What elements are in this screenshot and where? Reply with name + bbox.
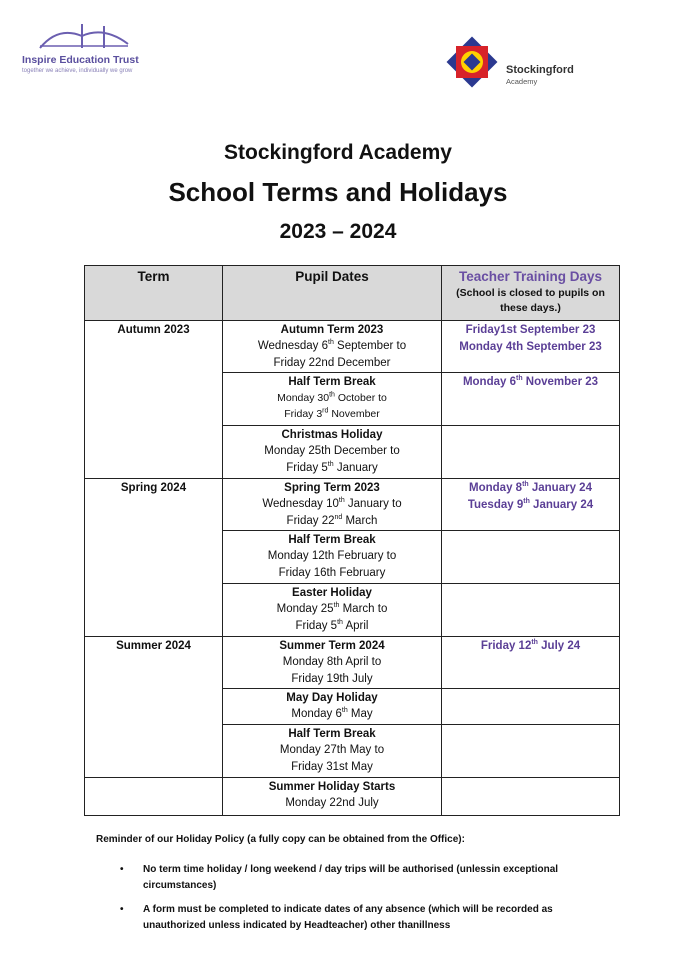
training-days-cell: [442, 778, 620, 816]
school-name-heading: Stockingford Academy: [224, 141, 452, 164]
term-dates-table: [84, 265, 620, 816]
period-title: Christmas Holiday: [281, 429, 383, 441]
table-row: [85, 479, 620, 531]
period-title: May Day Holiday: [286, 692, 378, 704]
training-day: Tuesday 9th January 24: [467, 498, 594, 511]
bullet-icon: •: [120, 864, 124, 875]
period-dates: Friday 22nd March: [286, 514, 378, 527]
training-days-cell: [442, 531, 620, 584]
period-dates: Monday 25th December to: [264, 445, 400, 457]
term-cell: [85, 778, 223, 816]
period-dates: Monday 6th May: [291, 707, 373, 720]
policy-bullet: A form must be completed to indicate dates of any absence (which will be recorded as unauthorized unless indicated by Headteacher) other thanillness: [143, 904, 553, 931]
period-dates: Friday 5th April: [295, 619, 369, 632]
term-cell: [85, 637, 223, 778]
header-teacher-training: [442, 266, 620, 321]
period-title: Half Term Break: [288, 728, 376, 740]
term-cell: [85, 321, 223, 479]
page-title: School Terms and Holidays: [168, 177, 508, 207]
inspire-education-trust-logo: [20, 22, 150, 82]
training-day: Friday1st September 23: [465, 324, 596, 336]
period-title: Half Term Break: [288, 534, 376, 546]
school-crest-icon: [446, 36, 498, 88]
pupil-dates-cell: [223, 584, 442, 637]
table-row: [85, 778, 620, 816]
period-title: Summer Term 2024: [279, 640, 385, 652]
period-title: Summer Holiday Starts: [268, 781, 396, 793]
pupil-dates-cell: [223, 689, 442, 725]
teacher-training-note: (School is closed to pupils on these days.): [456, 287, 605, 314]
training-days-cell: [442, 637, 620, 689]
pupil-dates-cell: [223, 778, 442, 816]
policy-bullet: No term time holiday / long weekend / day trips will be authorised (unlessin exceptional circumstances): [143, 864, 559, 891]
period-dates: Friday 16th February: [278, 567, 386, 579]
header-term: Term: [85, 266, 223, 321]
training-day: Monday 4th September 23: [459, 341, 602, 353]
period-dates: Monday 25th March to: [276, 602, 388, 615]
academy-logo-sub: Academy: [506, 77, 538, 86]
bridge-icon: [38, 22, 130, 50]
pupil-dates-cell: [223, 531, 442, 584]
training-days-cell: [442, 725, 620, 778]
pupil-dates-cell: [223, 373, 442, 426]
pupil-dates-cell: [223, 479, 442, 531]
term-name: Autumn 2023: [117, 324, 190, 336]
period-dates: Friday 22nd December: [273, 357, 391, 369]
stockingford-academy-logo: [446, 36, 596, 92]
period-dates: Friday 19th July: [291, 673, 373, 685]
training-days-cell: [442, 689, 620, 725]
academy-logo-name: Stockingford: [506, 64, 574, 76]
pupil-dates-cell: [223, 321, 442, 373]
pupil-dates-cell: [223, 725, 442, 778]
training-day: Friday 12th July 24: [480, 639, 581, 652]
period-dates: Friday 5th January: [286, 461, 378, 474]
trust-name: Inspire Education Trust: [22, 54, 139, 66]
period-dates: Monday 30th October to: [277, 391, 387, 404]
training-days-cell: [442, 426, 620, 479]
period-title: Spring Term 2023: [284, 482, 380, 494]
pupil-dates-cell: [223, 637, 442, 689]
teacher-training-title: Teacher Training Days: [458, 269, 603, 284]
period-dates: Wednesday 6th September to: [257, 339, 407, 352]
training-days-cell: [442, 321, 620, 373]
table-row: [85, 637, 620, 689]
period-dates: Monday 8th April to: [282, 656, 382, 668]
training-day: Monday 6th November 23: [462, 375, 599, 388]
holiday-policy-intro: Reminder of our Holiday Policy (a fully copy can be obtained from the Office):: [96, 834, 465, 845]
period-dates: Friday 31st May: [291, 761, 373, 773]
table-row: [85, 321, 620, 373]
bullet-icon: •: [120, 904, 124, 915]
training-days-cell: [442, 479, 620, 531]
training-day: Monday 8th January 24: [469, 481, 592, 494]
period-title: Easter Holiday: [292, 587, 372, 599]
period-title: Autumn Term 2023: [280, 324, 384, 336]
pupil-dates-cell: [223, 426, 442, 479]
term-name: Summer 2024: [116, 640, 191, 652]
term-cell: [85, 479, 223, 637]
term-name: Spring 2024: [120, 482, 187, 494]
period-dates: Friday 3rd November: [284, 407, 380, 420]
table-header-row: [85, 266, 620, 321]
period-dates: Wednesday 10th January to: [262, 497, 402, 510]
period-title: Half Term Break: [288, 376, 376, 388]
period-dates: Monday 22nd July: [285, 797, 379, 809]
training-days-cell: [442, 373, 620, 426]
period-dates: Monday 12th February to: [267, 550, 397, 562]
period-dates: Monday 27th May to: [279, 744, 385, 756]
training-days-cell: [442, 584, 620, 637]
header-pupil-dates: Pupil Dates: [223, 266, 442, 321]
academic-year: 2023 – 2024: [279, 220, 397, 243]
trust-tagline: together we achieve, individually we grow: [22, 68, 133, 74]
